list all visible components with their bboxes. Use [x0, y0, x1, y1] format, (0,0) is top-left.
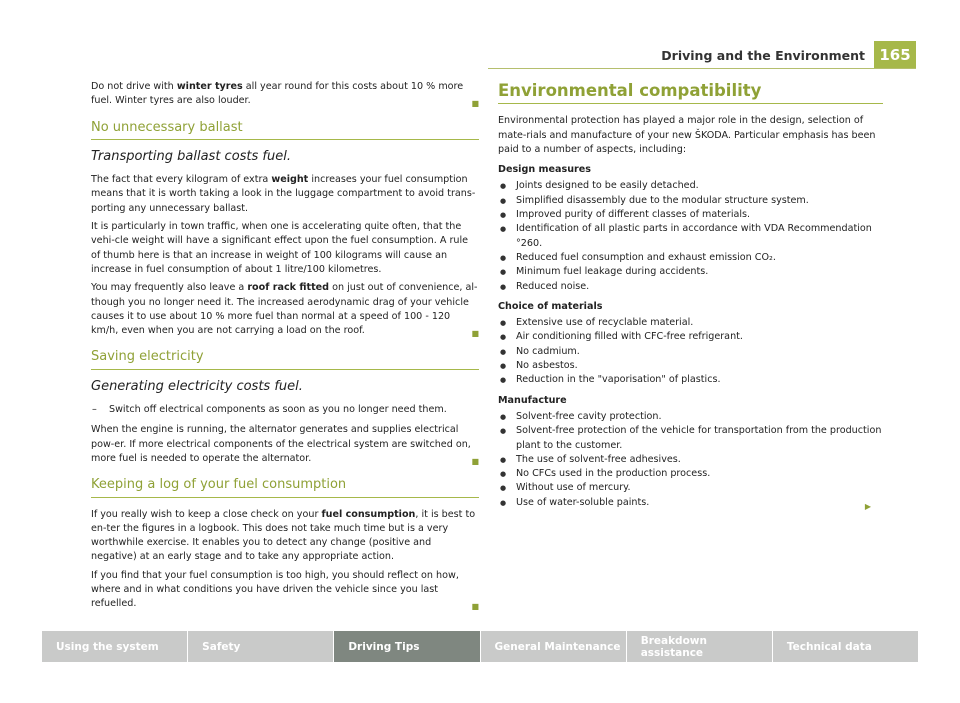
list-item: ● Without use of mercury.	[498, 481, 883, 495]
design-measures-list	[498, 179, 883, 293]
tab-general-maintenance[interactable]: General Maintenance	[481, 631, 626, 662]
list-item: ● No asbestos.	[498, 359, 883, 373]
list-item: ● Extensive use of recyclable material.	[498, 316, 883, 330]
environment-intro: Environmental protection has played a major role in the design, selection of mate-rials and manufacture of your new ŠKODA. Particular emphasis has been paid to a number of aspects, including:	[498, 115, 876, 155]
winter-tyres-paragraph: Do not drive with winter tyres all year round for this costs about 10 % more fuel. Winter tyres are also louder. ■	[91, 80, 479, 109]
materials-title: Choice of materials	[498, 300, 603, 312]
list-item: ● No cadmium.	[498, 345, 883, 359]
list-item: ● Reduction in the "vaporisation" of plastics.	[498, 373, 883, 387]
list-item: ● Air conditioning filled with CFC-free refrigerant.	[498, 330, 883, 344]
list-item: ● Solvent-free protection of the vehicle for transportation from the production plant to the customer.	[498, 424, 883, 453]
materials-list	[498, 316, 883, 387]
ballast-paragraph-1: The fact that every kilogram of extra weight increases your fuel consumption means that it is worth taking a look in the luggage compartment to avoid trans-porting any unnecessary ballast.	[91, 174, 476, 214]
header-rule	[488, 68, 916, 69]
tab-breakdown-assistance[interactable]: Breakdown assistance	[627, 631, 772, 662]
electricity-step: – Switch off electrical components as soon as you no longer need them.	[91, 403, 479, 417]
lead-ballast: Transporting ballast costs fuel.	[91, 148, 291, 164]
manufacture-list	[498, 410, 883, 510]
list-item: ● Solvent-free cavity protection.	[498, 410, 883, 424]
heading-electricity: Saving electricity	[91, 350, 479, 369]
tab-safety[interactable]: Safety	[188, 631, 333, 662]
list-item: ● Improved purity of different classes of materials.	[498, 208, 883, 222]
end-mark-icon: ■	[471, 602, 479, 612]
list-item: ● Identification of all plastic parts in accordance with VDA Recommendation °260.	[498, 222, 883, 251]
lead-electricity: Generating electricity costs fuel.	[91, 378, 303, 394]
heading-fuel-log: Keeping a log of your fuel consumption	[91, 478, 479, 497]
fuel-log-paragraph-1: If you really wish to keep a close check on your fuel consumption, it is best to en-ter the figures in a logbook. This does not take much time but is a very worthwhile exercise. It enables you to detect any change (positive and negative) at an early stage and to take any appropriate action.	[91, 508, 476, 563]
footer-tab-bar	[42, 631, 918, 662]
tab-driving-tips[interactable]: Driving Tips	[334, 631, 479, 662]
list-item: ● The use of solvent-free adhesives.	[498, 453, 883, 467]
manufacture-title: Manufacture	[498, 394, 567, 406]
list-item: ● Joints designed to be easily detached.	[498, 179, 883, 193]
list-item: ● Use of water-soluble paints.	[498, 496, 883, 510]
left-column	[91, 80, 479, 616]
heading-environmental-compatibility: Environmental compatibility	[498, 84, 883, 104]
design-measures-title: Design measures	[498, 164, 591, 176]
continue-arrow-icon: ▶	[864, 501, 871, 511]
list-item: ● Reduced fuel consumption and exhaust emission CO₂.	[498, 251, 883, 265]
ballast-paragraph-2: It is particularly in town traffic, when one is accelerating quite often, that the vehi-cle weight will have a significant effect upon the fuel consumption. A rule of thumb here is that an increase in weight of 100 kilograms will cause an increase in fuel consumption of about 1 litre/100 kilometres.	[91, 221, 469, 275]
tab-technical-data[interactable]: Technical data	[773, 631, 918, 662]
heading-ballast: No unnecessary ballast	[91, 121, 479, 140]
list-item: ● No CFCs used in the production process.	[498, 467, 883, 481]
electricity-paragraph: When the engine is running, the alternator generates and supplies electrical pow-er. If more electrical components of the electrical system are switched on, more fuel is needed to operate the alternator. ■	[91, 423, 479, 466]
right-column	[498, 80, 883, 514]
page-number: 165	[874, 41, 916, 69]
end-mark-icon: ■	[471, 99, 479, 109]
list-item: ● Reduced noise.	[498, 280, 883, 294]
tab-using-the-system[interactable]: Using the system	[42, 631, 187, 662]
end-mark-icon: ■	[471, 329, 479, 339]
ballast-paragraph-3: You may frequently also leave a roof rack fitted on just out of convenience, al-though you no longer need it. The increased aerodynamic drag of your vehicle causes it to use about 10 % more fuel than normal at a speed of 100 - 120 km/h, even when you are not carrying a load on the roof. ■	[91, 281, 479, 338]
list-item: ● Simplified disassembly due to the modular structure system.	[498, 194, 883, 208]
fuel-log-paragraph-2: If you find that your fuel consumption is too high, you should reflect on how, where and in what conditions you have driven the vehicle since you last refuelled. ■	[91, 569, 479, 612]
list-item: ● Minimum fuel leakage during accidents.	[498, 265, 883, 279]
section-title: Driving and the Environment	[661, 48, 865, 63]
end-mark-icon: ■	[471, 456, 479, 466]
